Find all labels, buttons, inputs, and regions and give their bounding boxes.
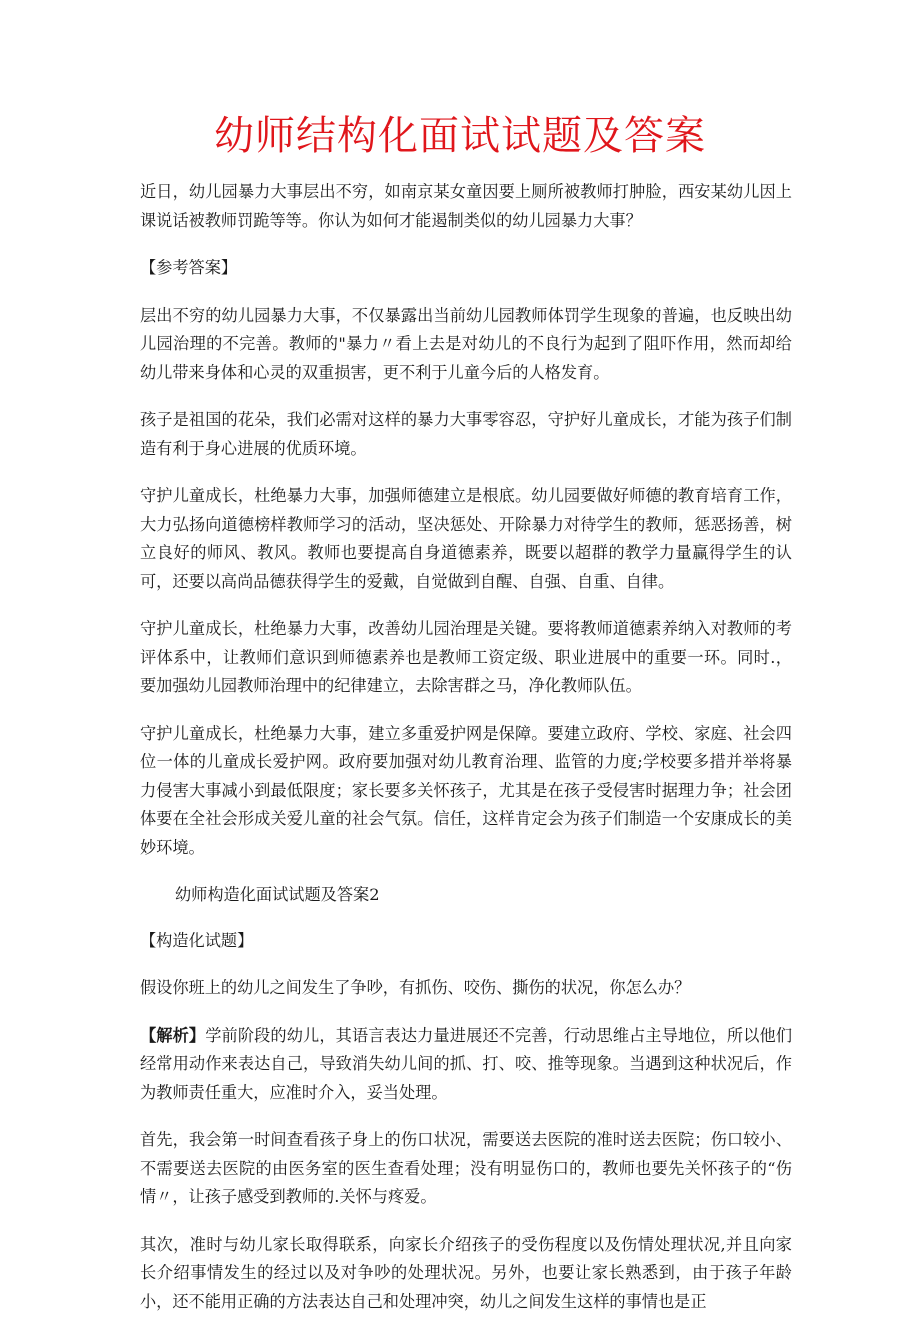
answer2-paragraph-2: 其次，准时与幼儿家长取得联系，向家长介绍孩子的受伤程度以及伤情处理状况,并且向家长介绍事情发生的经过以及对争吵的处理状况。另外，也要让家长熟悉到，由于孩子年龄小，还不能用正确的方法表达自己和处理冲突，幼儿之间发生这样的事情也是正 [140,1234,792,1311]
answer-paragraph-4: 守护儿童成长，杜绝暴力大事，改善幼儿园治理是关键。要将教师道德素养纳入对教师的考评体系中，让教师们意识到师德素养也是教师工资定级、职业进展中的重要一环。同时.，要加强幼儿园教师治理中的纪律建立，去除害群之马，净化教师队伍。 [140,619,792,695]
answer-paragraph-1: 层出不穷的幼儿园暴力大事，不仅暴露出当前幼儿园教师体罚学生现象的普遍，也反映出幼儿园治理的不完善。教师的"暴力〃看上去是对幼儿的不良行为起到了阻吓作用，然而却给幼儿带来身体和心灵的双重损害，更不利于儿童今后的人格发育。 [140,305,792,382]
question-paragraph: 近日，幼儿园暴力大事层出不穷，如南京某女童因要上厕所被教师打肿脸，西安某幼儿因上课说话被教师罚跪等等。你认为如何才能遏制类似的幼儿园暴力大事？ [140,182,792,230]
analysis-text: 学前阶段的幼儿，其语言表达力量进展还不完善，行动思维占主导地位，所以他们经常用动作来表达自己，导致消失幼儿间的抓、打、咬、推等现象。当遇到这种状况后，作为教师责任重大，应准时介入，妥当处理。 [140,1025,793,1102]
document-body [140,178,792,1335]
analysis-label: 【解析】 [140,1025,206,1045]
answer2-paragraph-1: 首先，我会第一时间查看孩子身上的伤口状况，需要送去医院的准时送去医院；伤口较小、不需要送去医院的由医务室的医生查看处理；没有明显伤口的，教师也要先关怀孩子的“伤情〃，让孩子感受到教师的.关怀与疼爱。 [140,1130,792,1206]
reference-answer-label: 【参考答案】 [140,258,238,277]
section-heading-2: 幼师构造化面试试题及答案2 [175,885,380,904]
structured-question-label: 【构造化试题】 [140,930,254,950]
analysis-paragraph [140,1022,792,1108]
question-paragraph-2: 假设你班上的幼儿之间发生了争吵，有抓伤、咬伤、撕伤的状况，你怎么办？ [140,978,691,997]
answer-paragraph-3: 守护儿童成长，杜绝暴力大事，加强师德建立是根底。幼儿园要做好师德的教育培育工作，大力弘扬向道德榜样教师学习的活动，坚决惩处、开除暴力对待学生的教师，惩恶扬善，树立良好的师风、教风。教师也要提高自身道德素养，既要以超群的教学力量赢得学生的认可，还要以高尚品德获得学生的爱戴，自觉做到自醒、自强、自重、自律。 [140,486,792,591]
document-title: 幼师结构化面试试题及答案 [214,113,706,159]
answer-paragraph-2: 孩子是祖国的花朵，我们必需对这样的暴力大事零容忍，守护好儿童成长，才能为孩子们制造有利于身心进展的优质环境。 [140,410,792,458]
answer-paragraph-5: 守护儿童成长，杜绝暴力大事，建立多重爱护网是保障。要建立政府、学校、家庭、社会四位一体的儿童成长爱护网。政府要加强对幼儿教育治理、监管的力度;学校要多措并举将暴力侵害大事减小到最低限度；家长要多关怀孩子，尤其是在孩子受侵害时据理力争；社会团体要在全社会形成关爱儿童的社会气氛。信任，这样肯定会为孩子们制造一个安康成长的美妙环境。 [140,723,792,857]
